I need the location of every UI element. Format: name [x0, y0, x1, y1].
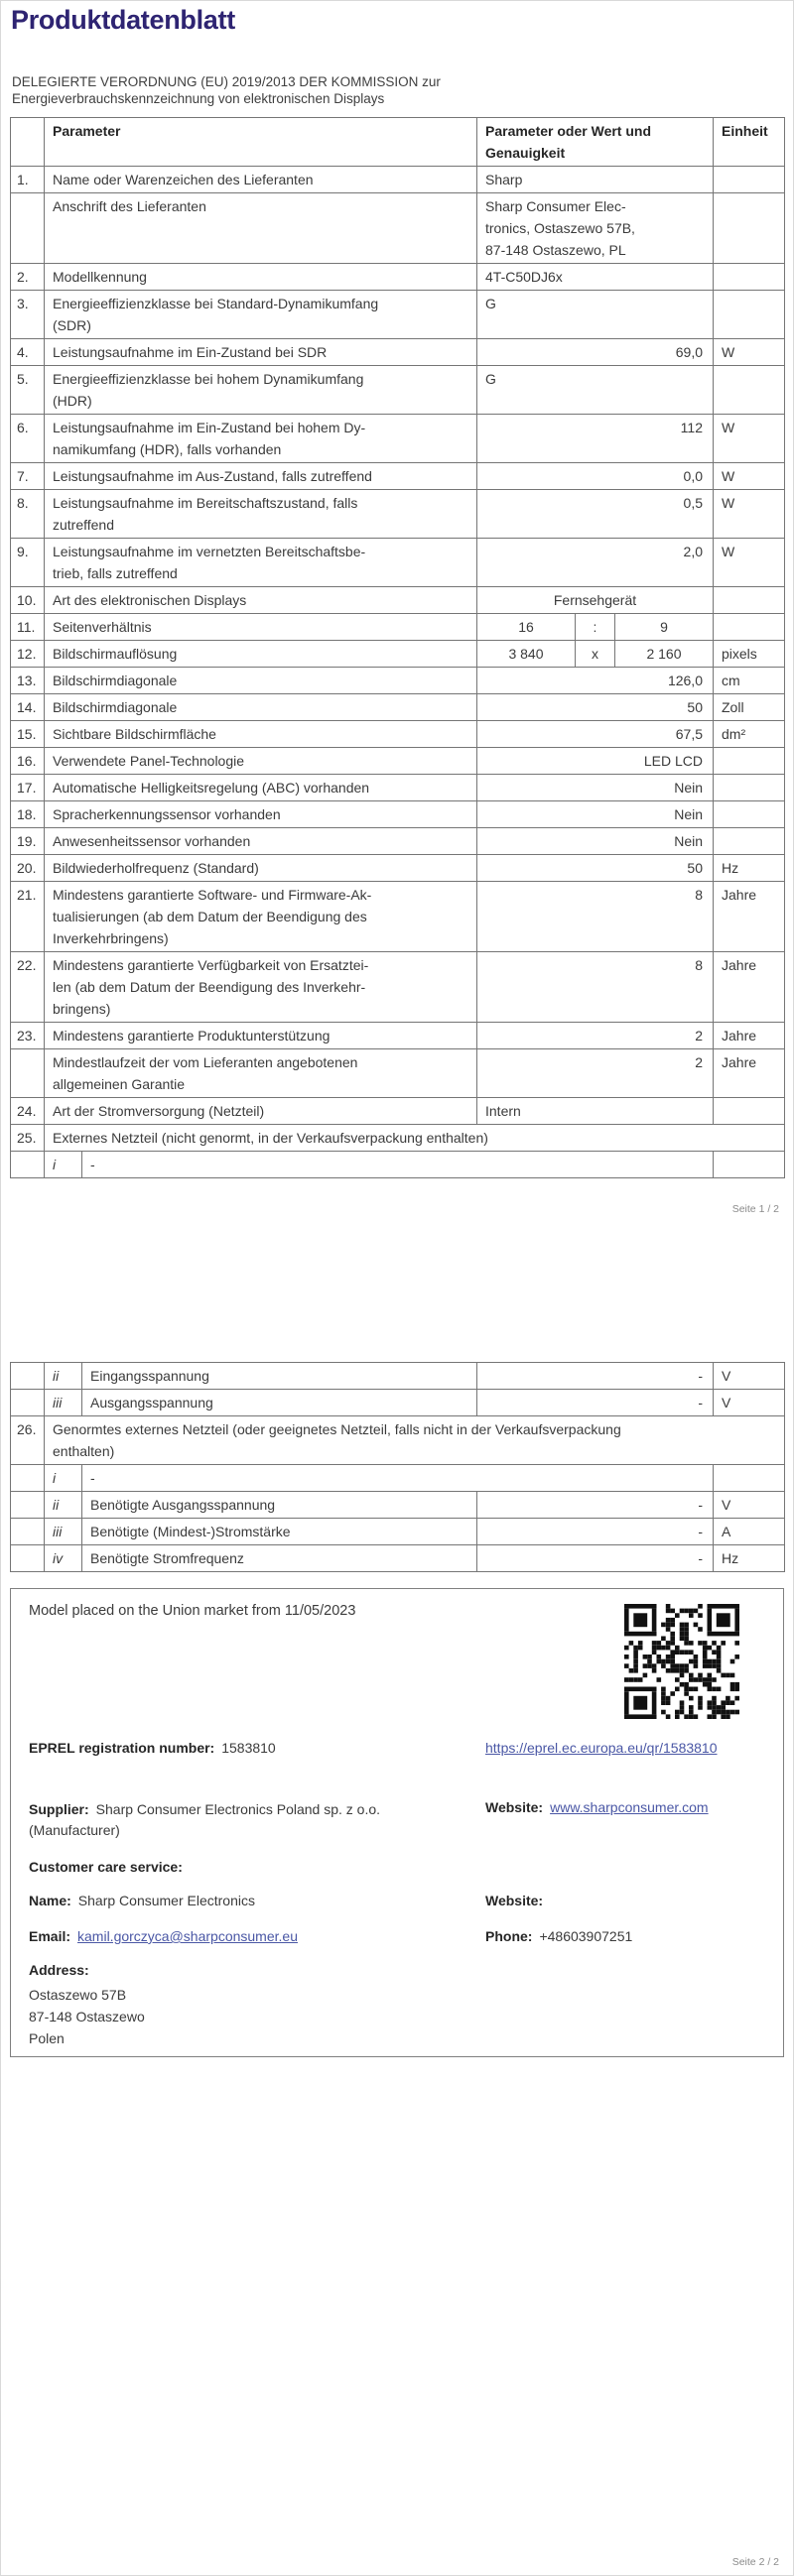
table-row — [11, 694, 785, 721]
regulation-line2: Energieverbrauchskennzeichnung von elektronischen Displays — [12, 91, 385, 106]
value-cell — [477, 614, 714, 641]
table-row — [11, 748, 785, 775]
table-row — [11, 801, 785, 828]
page2-footer: Seite 2 / 2 — [731, 2556, 779, 2568]
parameter-cell: Sichtbare Bildschirmfläche — [45, 721, 477, 748]
table-row — [11, 587, 785, 614]
parameter-cell: Automatische Helligkeitsregelung (ABC) vorhanden — [45, 775, 477, 801]
unit-cell — [714, 264, 785, 291]
unit-cell — [714, 801, 785, 828]
row-number-cell: 9. — [11, 539, 45, 587]
value-cell: - — [477, 1492, 714, 1519]
name-row — [29, 1893, 255, 1908]
unit-cell — [714, 366, 785, 415]
unit-cell — [714, 1098, 785, 1125]
unit-cell: V — [714, 1390, 785, 1416]
value-cell: Intern — [477, 1098, 714, 1125]
row-number-cell: 5. — [11, 366, 45, 415]
value-part: x — [575, 641, 615, 667]
row-number-cell — [11, 1545, 45, 1572]
phone-value: +48603907251 — [539, 1928, 633, 1944]
unit-cell — [714, 614, 785, 641]
row-number-cell: 3. — [11, 291, 45, 339]
table-row — [11, 193, 785, 264]
roman-numeral-cell: ii — [45, 1492, 82, 1519]
unit-cell: V — [714, 1363, 785, 1390]
website2-row — [485, 1893, 550, 1908]
parameter-cell: Art des elektronischen Displays — [45, 587, 477, 614]
phone-label: Phone: — [485, 1928, 533, 1944]
table-row — [11, 415, 785, 463]
eprel-label: EPREL registration number: — [29, 1740, 215, 1756]
website-link[interactable]: www.sharpconsumer.com — [550, 1799, 709, 1815]
parameter-cell: Mindestlaufzeit der vom Lieferanten angebotenen allgemeinen Garantie — [45, 1049, 477, 1098]
row-number-cell: 6. — [11, 415, 45, 463]
row-number-cell: 17. — [11, 775, 45, 801]
unit-cell: W — [714, 415, 785, 463]
parameter-cell: Leistungsaufnahme im Ein-Zustand bei hohem Dy- namikumfang (HDR), falls vorhanden — [45, 415, 477, 463]
unit-cell — [714, 1465, 785, 1492]
row-number-cell: 10. — [11, 587, 45, 614]
address-line: 87-148 Ostaszewo — [29, 2009, 145, 2024]
value-cell: - — [82, 1465, 714, 1492]
table-row — [11, 614, 785, 641]
parameter-cell: Leistungsaufnahme im Ein-Zustand bei SDR — [45, 339, 477, 366]
table-row — [11, 264, 785, 291]
market-date-text: Model placed on the Union market from 11/05/2023 — [29, 1603, 356, 1619]
row-number-cell: 21. — [11, 882, 45, 952]
row-number-cell — [11, 1492, 45, 1519]
unit-cell: cm — [714, 668, 785, 694]
eprel-registration — [29, 1740, 276, 1756]
parameter-cell: Externes Netzteil (nicht genormt, in der Verkaufsverpackung enthalten) — [45, 1125, 785, 1152]
table-row — [11, 668, 785, 694]
value-cell: Nein — [477, 828, 714, 855]
table-row — [11, 490, 785, 539]
parameter-cell: Name oder Warenzeichen des Lieferanten — [45, 167, 477, 193]
unit-cell: Jahre — [714, 882, 785, 952]
unit-cell — [714, 748, 785, 775]
value-cell: Sharp Consumer Elec- tronics, Ostaszewo 57B, 87-148 Ostaszewo, PL — [477, 193, 714, 264]
header-empty-cell — [11, 118, 45, 167]
address-lines — [29, 1984, 145, 2049]
table-row — [11, 855, 785, 882]
address-label: Address: — [29, 1962, 89, 1978]
table-row — [11, 882, 785, 952]
unit-cell — [714, 775, 785, 801]
row-number-cell: 16. — [11, 748, 45, 775]
table-row — [11, 721, 785, 748]
roman-numeral-cell: iv — [45, 1545, 82, 1572]
row-number-cell — [11, 1363, 45, 1390]
parameter-cell: Spracherkennungssensor vorhanden — [45, 801, 477, 828]
address-line: Polen — [29, 2030, 65, 2046]
parameter-cell: Mindestens garantierte Software- und Firmware-Ak- tualisierungen (ab dem Datum der Beendigung des Inverkehrbringens) — [45, 882, 477, 952]
supplier-row — [29, 1799, 456, 1841]
parameter-cell: Benötigte Ausgangsspannung — [82, 1492, 477, 1519]
parameter-cell: Bildschirmdiagonale — [45, 694, 477, 721]
table-row — [11, 1152, 785, 1178]
value-cell: Nein — [477, 775, 714, 801]
roman-numeral-cell: i — [45, 1152, 82, 1178]
unit-cell: dm² — [714, 721, 785, 748]
parameter-cell: Genormtes externes Netzteil (oder geeignetes Netzteil, falls nicht in der Verkaufsverpackung enthalten) — [45, 1416, 785, 1465]
unit-cell: V — [714, 1492, 785, 1519]
parameter-cell: Benötigte Stromfrequenz — [82, 1545, 477, 1572]
parameter-cell: Leistungsaufnahme im Aus-Zustand, falls zutreffend — [45, 463, 477, 490]
product-parameters-table-page1 — [10, 117, 785, 1178]
parameter-cell: Eingangsspannung — [82, 1363, 477, 1390]
unit-cell: W — [714, 463, 785, 490]
table-row — [11, 1545, 785, 1572]
unit-cell: W — [714, 490, 785, 539]
regulation-line1: DELEGIERTE VERORDNUNG (EU) 2019/2013 DER KOMMISSION zur — [12, 74, 441, 89]
row-number-cell: 23. — [11, 1023, 45, 1049]
unit-cell: Jahre — [714, 952, 785, 1023]
value-cell: Sharp — [477, 167, 714, 193]
parameter-cell: Art der Stromversorgung (Netzteil) — [45, 1098, 477, 1125]
header-unit: Einheit — [714, 118, 785, 167]
row-number-cell: 19. — [11, 828, 45, 855]
unit-cell — [714, 1152, 785, 1178]
value-cell: 67,5 — [477, 721, 714, 748]
row-number-cell: 25. — [11, 1125, 45, 1152]
value-cell: - — [477, 1545, 714, 1572]
eprel-link[interactable]: https://eprel.ec.europa.eu/qr/1583810 — [485, 1740, 718, 1756]
regulation-subtitle — [12, 73, 441, 107]
supplier-value: Sharp Consumer Electronics Poland sp. z o.o. (Manufacturer) — [29, 1801, 381, 1838]
row-number-cell: 8. — [11, 490, 45, 539]
row-number-cell: 2. — [11, 264, 45, 291]
page1-footer: Seite 1 / 2 — [731, 1203, 779, 1215]
roman-numeral-cell: iii — [45, 1390, 82, 1416]
row-number-cell: 24. — [11, 1098, 45, 1125]
value-cell: Fernsehgerät — [477, 587, 714, 614]
table-row — [11, 1416, 785, 1465]
table-row — [11, 828, 785, 855]
parameter-cell: Bildschirmauflösung — [45, 641, 477, 668]
roman-numeral-cell: i — [45, 1465, 82, 1492]
row-number-cell: 12. — [11, 641, 45, 668]
value-cell: - — [477, 1519, 714, 1545]
table-row — [11, 1023, 785, 1049]
table-row — [11, 1098, 785, 1125]
row-number-cell: 22. — [11, 952, 45, 1023]
unit-cell: Jahre — [714, 1049, 785, 1098]
table-row — [11, 1492, 785, 1519]
value-cell: 2 — [477, 1023, 714, 1049]
row-number-cell: 1. — [11, 167, 45, 193]
parameter-cell: Energieeffizienzklasse bei Standard-Dynamikumfang (SDR) — [45, 291, 477, 339]
table-row — [11, 1125, 785, 1152]
roman-numeral-cell: ii — [45, 1363, 82, 1390]
unit-cell: W — [714, 539, 785, 587]
website-row — [485, 1799, 709, 1815]
name-label: Name: — [29, 1893, 71, 1908]
parameter-cell: Ausgangsspannung — [82, 1390, 477, 1416]
value-part: 9 — [660, 619, 668, 635]
value-cell: 0,0 — [477, 463, 714, 490]
table-row — [11, 539, 785, 587]
value-part: : — [575, 614, 615, 640]
table-row — [11, 1519, 785, 1545]
parameter-cell: Benötigte (Mindest-)Stromstärke — [82, 1519, 477, 1545]
table-row — [11, 1049, 785, 1098]
parameter-cell: Energieeffizienzklasse bei hohem Dynamikumfang (HDR) — [45, 366, 477, 415]
value-cell: - — [82, 1152, 714, 1178]
header-parameter: Parameter — [45, 118, 477, 167]
value-cell: 50 — [477, 694, 714, 721]
parameter-cell: Mindestens garantierte Verfügbarkeit von Ersatztei- len (ab dem Datum der Beendigung des Inverkehr- bringens) — [45, 952, 477, 1023]
unit-cell: Hz — [714, 1545, 785, 1572]
website2-label: Website: — [485, 1893, 544, 1908]
value-cell: - — [477, 1390, 714, 1416]
address-line: Ostaszewo 57B — [29, 1987, 127, 2003]
product-parameters-table-page2 — [10, 1362, 785, 1572]
value-cell: 8 — [477, 952, 714, 1023]
table-row — [11, 641, 785, 668]
value-part: 3 840 — [508, 646, 544, 662]
table-row — [11, 1390, 785, 1416]
row-number-cell: 26. — [11, 1416, 45, 1465]
value-cell: LED LCD — [477, 748, 714, 775]
qr-code — [624, 1604, 739, 1719]
table-row — [11, 463, 785, 490]
row-number-cell — [11, 1390, 45, 1416]
website-label: Website: — [485, 1799, 544, 1815]
value-cell: - — [477, 1363, 714, 1390]
value-cell: 112 — [477, 415, 714, 463]
eprel-number: 1583810 — [221, 1740, 276, 1756]
value-cell — [477, 641, 714, 668]
value-cell: 0,5 — [477, 490, 714, 539]
value-part: 2 160 — [646, 646, 682, 662]
unit-cell: Jahre — [714, 1023, 785, 1049]
row-number-cell: 18. — [11, 801, 45, 828]
value-cell: G — [477, 291, 714, 339]
value-cell: 2 — [477, 1049, 714, 1098]
table-row — [11, 339, 785, 366]
row-number-cell: 14. — [11, 694, 45, 721]
unit-cell: Zoll — [714, 694, 785, 721]
parameter-cell: Seitenverhältnis — [45, 614, 477, 641]
table-row — [11, 366, 785, 415]
table-row — [11, 952, 785, 1023]
unit-cell — [714, 828, 785, 855]
email-label: Email: — [29, 1928, 71, 1944]
parameter-cell: Leistungsaufnahme im vernetzten Bereitschaftsbe- trieb, falls zutreffend — [45, 539, 477, 587]
parameter-cell: Modellkennung — [45, 264, 477, 291]
value-cell: 4T-C50DJ6x — [477, 264, 714, 291]
phone-row — [485, 1928, 632, 1944]
row-number-cell — [11, 193, 45, 264]
email-link[interactable]: kamil.gorczyca@sharpconsumer.eu — [77, 1928, 298, 1944]
value-cell: 8 — [477, 882, 714, 952]
name-value: Sharp Consumer Electronics — [77, 1893, 255, 1908]
table-row — [11, 167, 785, 193]
supplier-label: Supplier: — [29, 1801, 89, 1817]
row-number-cell — [11, 1049, 45, 1098]
row-number-cell: 20. — [11, 855, 45, 882]
parameter-cell: Leistungsaufnahme im Bereitschaftszustand, falls zutreffend — [45, 490, 477, 539]
parameter-cell: Anschrift des Lieferanten — [45, 193, 477, 264]
unit-cell: A — [714, 1519, 785, 1545]
unit-cell — [714, 167, 785, 193]
value-part: 16 — [518, 619, 534, 635]
parameter-cell: Mindestens garantierte Produktunterstützung — [45, 1023, 477, 1049]
value-cell: 126,0 — [477, 668, 714, 694]
parameter-cell: Bildschirmdiagonale — [45, 668, 477, 694]
table-row — [11, 775, 785, 801]
roman-numeral-cell: iii — [45, 1519, 82, 1545]
row-number-cell — [11, 1519, 45, 1545]
unit-cell — [714, 587, 785, 614]
table-row — [11, 291, 785, 339]
row-number-cell — [11, 1152, 45, 1178]
table-row — [11, 1465, 785, 1492]
unit-cell: Hz — [714, 855, 785, 882]
parameter-cell: Verwendete Panel-Technologie — [45, 748, 477, 775]
row-number-cell: 11. — [11, 614, 45, 641]
row-number-cell: 15. — [11, 721, 45, 748]
page-title: Produktdatenblatt — [11, 5, 235, 35]
email-row — [29, 1928, 298, 1944]
header-value: Parameter oder Wert und Genauigkeit — [477, 118, 714, 167]
eprel-info-box — [10, 1588, 784, 2057]
unit-cell — [714, 291, 785, 339]
table-header-row — [11, 118, 785, 167]
unit-cell: pixels — [714, 641, 785, 668]
value-cell: Nein — [477, 801, 714, 828]
row-number-cell: 4. — [11, 339, 45, 366]
unit-cell: W — [714, 339, 785, 366]
parameter-cell: Anwesenheitssensor vorhanden — [45, 828, 477, 855]
row-number-cell — [11, 1465, 45, 1492]
value-cell: 50 — [477, 855, 714, 882]
parameter-cell: Bildwiederholfrequenz (Standard) — [45, 855, 477, 882]
table-row — [11, 1363, 785, 1390]
row-number-cell: 13. — [11, 668, 45, 694]
unit-cell — [714, 193, 785, 264]
value-cell: G — [477, 366, 714, 415]
customer-care-label: Customer care service: — [29, 1859, 183, 1875]
value-cell: 2,0 — [477, 539, 714, 587]
row-number-cell: 7. — [11, 463, 45, 490]
value-cell: 69,0 — [477, 339, 714, 366]
